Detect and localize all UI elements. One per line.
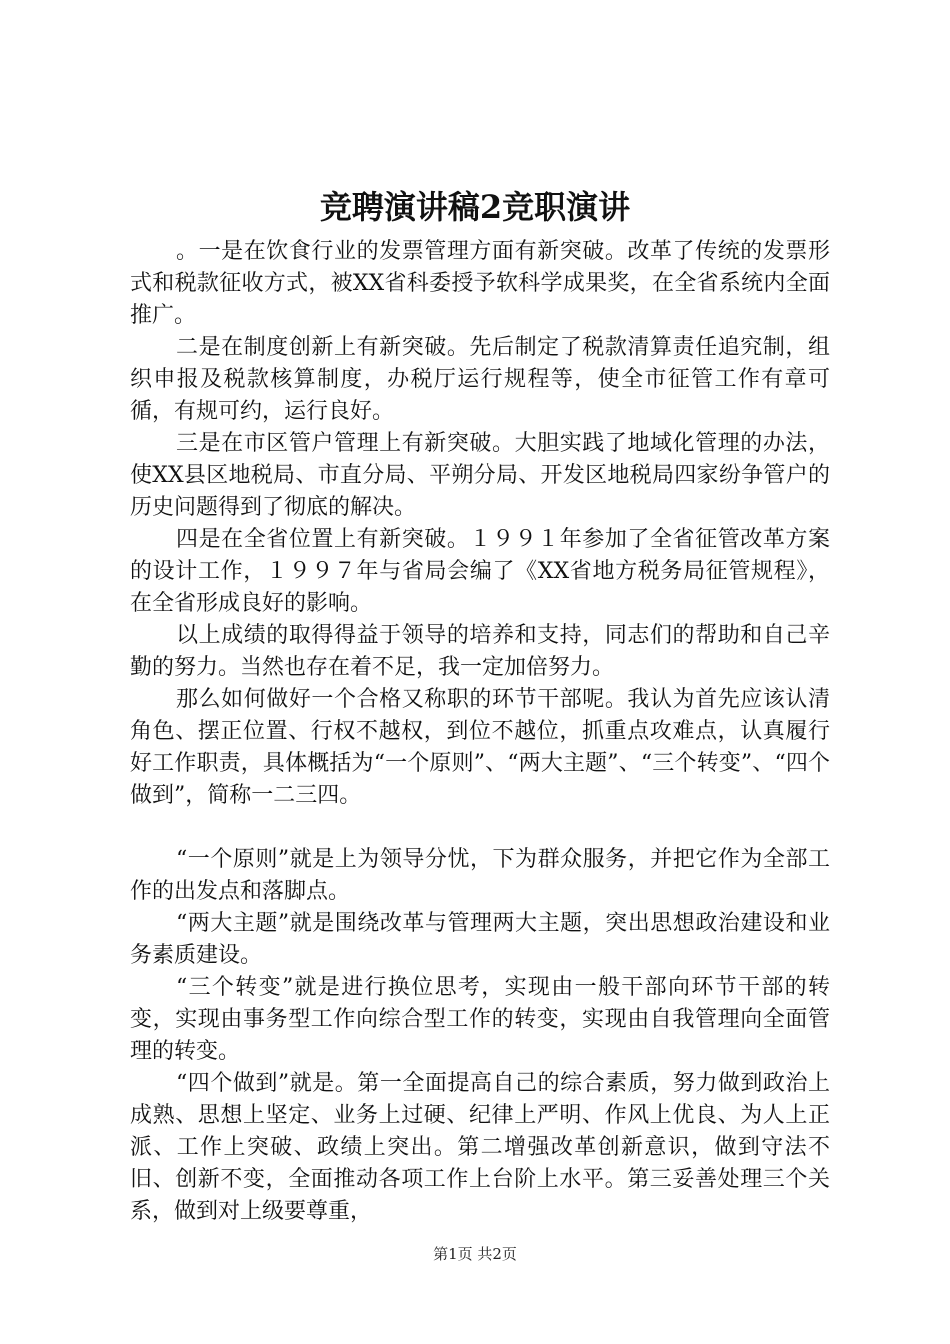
page-number: 第1页 共2页 [433, 1245, 517, 1263]
paragraph-three-changes: “三个转变”就是进行换位思考，实现由一般干部向环节干部的转变，实现由事务型工作向综合型工作的转变，实现由自我管理向全面管理的转变。 [130, 975, 830, 1064]
paragraph-breakthrough-3: 三是在市区管户管理上有新突破。大胆实践了地域化管理的办法，使XX县区地税局、市直分局、平朔分局、开发区地税局四家纷争管户的历史问题得到了彻底的解决。 [130, 431, 830, 520]
paragraph-four-achieves: “四个做到”就是。第一全面提高自己的综合素质，努力做到政治上成熟、思想上坚定、业务上过硬、纪律上严明、作风上优良、为人上正派、工作上突破、政绩上突出。第二增强改革创新意识，做到守法不旧、创新不变，全面推动各项工作上台阶上水平。第三妥善处理三个关系，做到对上级要尊重， [130, 1071, 830, 1224]
paragraph-how-to: 那么如何做好一个合格又称职的环节干部呢。我认为首先应该认清角色、摆正位置、行权不越权，到位不越位，抓重点攻难点，认真履行好工作职责，具体概括为“一个原则”、“两大主题”、“三个转变”、“四个做到”，简称一二三四。 [130, 687, 830, 808]
document-body [130, 236, 830, 1228]
paragraph-breakthrough-1: 。一是在饮食行业的发票管理方面有新突破。改革了传统的发票形式和税款征收方式，被XX省科委授予软科学成果奖，在全省系统内全面推广。 [130, 239, 830, 328]
paragraph-breakthrough-4: 四是在全省位置上有新突破。１９９１年参加了全省征管改革方案的设计工作，１９９７年与省局会编了《XX省地方税务局征管规程》，在全省形成良好的影响。 [130, 527, 830, 616]
paragraph-achievements: 以上成绩的取得得益于领导的培养和支持，同志们的帮助和自己辛勤的努力。当然也存在着不足，我一定加倍努力。 [130, 623, 830, 680]
paragraph-one-principle: “一个原则”就是上为领导分忧，下为群众服务，并把它作为全部工作的出发点和落脚点。 [130, 847, 830, 904]
paragraph-two-themes: “两大主题”就是围绕改革与管理两大主题，突出思想政治建设和业务素质建设。 [130, 911, 830, 968]
paragraph-breakthrough-2: 二是在制度创新上有新突破。先后制定了税款清算责任追究制，组织申报及税款核算制度，办税厅运行规程等，使全市征管工作有章可循，有规可约，运行良好。 [130, 335, 830, 424]
document-title: 竞聘演讲稿2竞职演讲 [319, 188, 631, 226]
